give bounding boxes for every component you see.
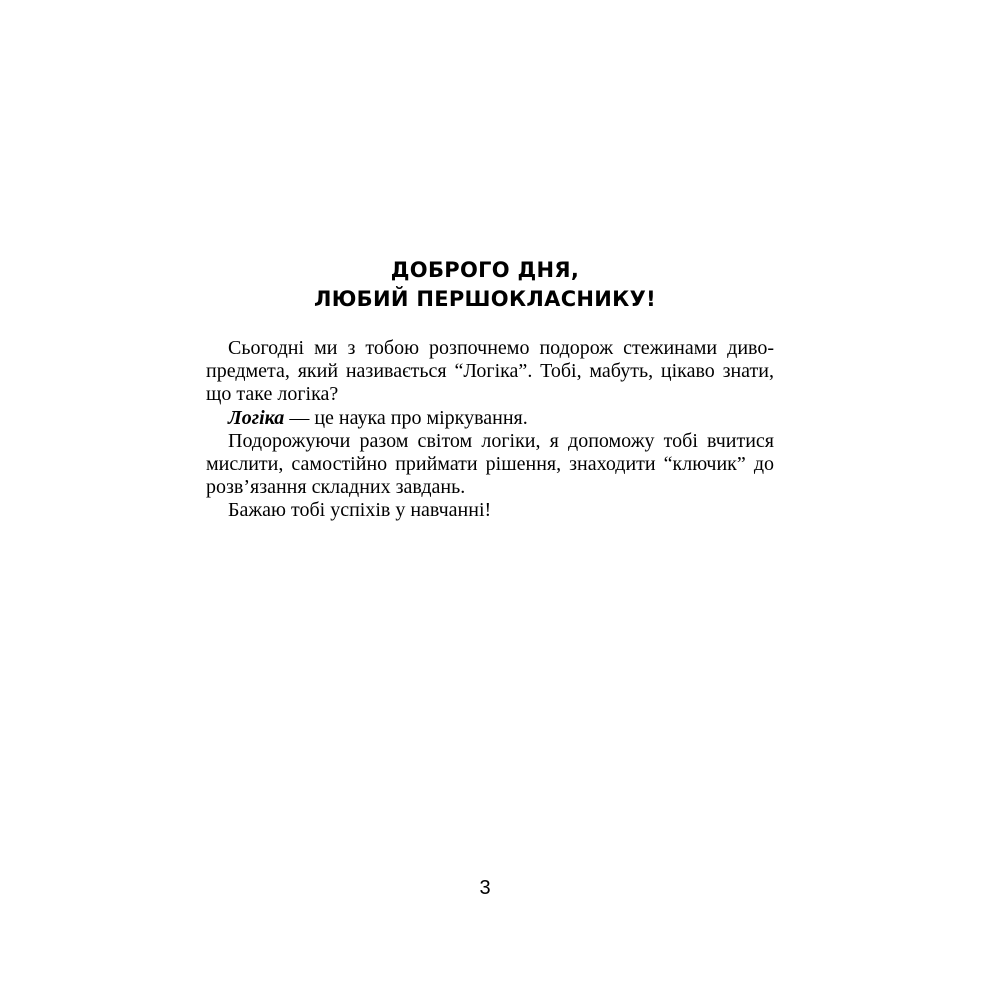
- title-line-1: ДОБРОГО ДНЯ,: [390, 258, 580, 282]
- page-title: [200, 256, 770, 314]
- intro-paragraph: Сьогодні ми з тобою розпочнемо подорож стежинами диво-предмета, який називається “Логіка”. Тобі, мабуть, цікаво знати, що таке логіка?: [206, 337, 774, 406]
- body-text: [206, 337, 774, 523]
- definition-term: Логіка: [228, 406, 285, 429]
- definition-text: — це наука про міркування.: [284, 406, 528, 429]
- purpose-paragraph: Подорожуючи разом світом логіки, я допоможу тобі вчитися мислити, самостійно приймати рішення, знаходити “ключик” до розв’язання складних завдань.: [206, 429, 774, 499]
- wish-paragraph: Бажаю тобі успіхів у навчанні!: [228, 499, 492, 522]
- title-line-2: ЛЮБИЙ ПЕРШОКЛАСНИКУ!: [313, 287, 657, 311]
- definition-paragraph: [206, 407, 774, 430]
- page-number: 3: [479, 877, 491, 899]
